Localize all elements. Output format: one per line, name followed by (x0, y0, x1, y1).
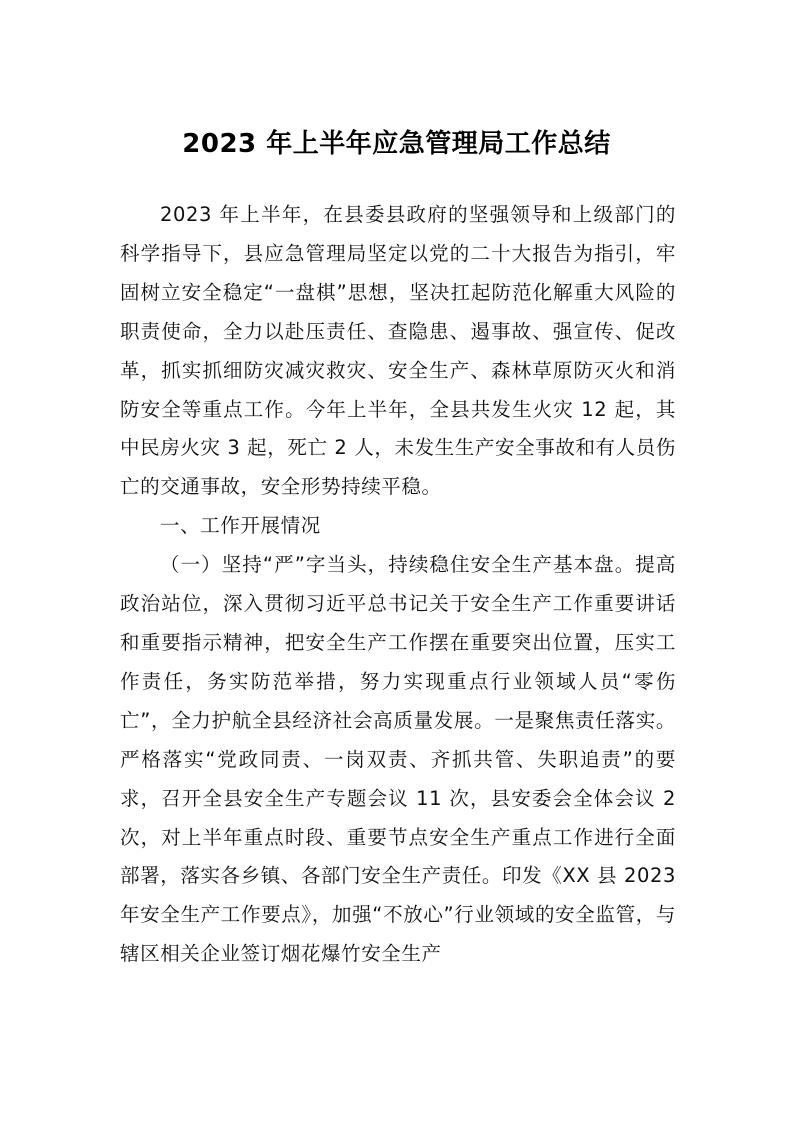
section-heading: 一、工作开展情况 (160, 514, 321, 538)
intro-paragraph: 2023 年上半年，在县委县政府的坚强领导和上级部门的科学指导下，县应急管理局坚定以党的二十大报告为指引，牢固树立安全稳定“一盘棋”思想，坚决扛起防范化解重大风险的职责使命，全力以赴压责任、查隐患、遏事故、强宣传、促改革，抓实抓细防灾减灾救灾、安全生产、森林草原防灭火和消防安全等重点工作。今年上半年，全县共发生火灾 12 起，其中民房火灾 3 起，死亡 2 人，未发生生产安全事故和有人员伤亡的交通事故，安全形势持续平稳。 (120, 203, 676, 499)
document-title: 2023 年上半年应急管理局工作总结 (182, 129, 611, 159)
subsection-paragraph: （一）坚持“严”字当头，持续稳住安全生产基本盘。提高政治站位，深入贯彻习近平总书记关于安全生产工作重要讲话和重要指示精神，把安全生产工作摆在重要突出位置，压实工作责任，务实防范举措，努力实现重点行业领域人员“零伤亡”，全力护航全县经济社会高质量发展。一是聚焦责任落实。严格落实“党政同责、一岗双责、齐抓共管、失职追责”的要求，召开全县安全生产专题会议 11 次，县安委会全体会议 2 次，对上半年重点时段、重要节点安全生产重点工作进行全面部署，落实各乡镇、各部门安全生产责任。印发《XX 县 2023 年安全生产工作要点》，加强“不放心”行业领域的安全监管，与辖区相关企业签订烟花爆竹安全生产 (120, 553, 676, 966)
document-body (120, 196, 676, 974)
